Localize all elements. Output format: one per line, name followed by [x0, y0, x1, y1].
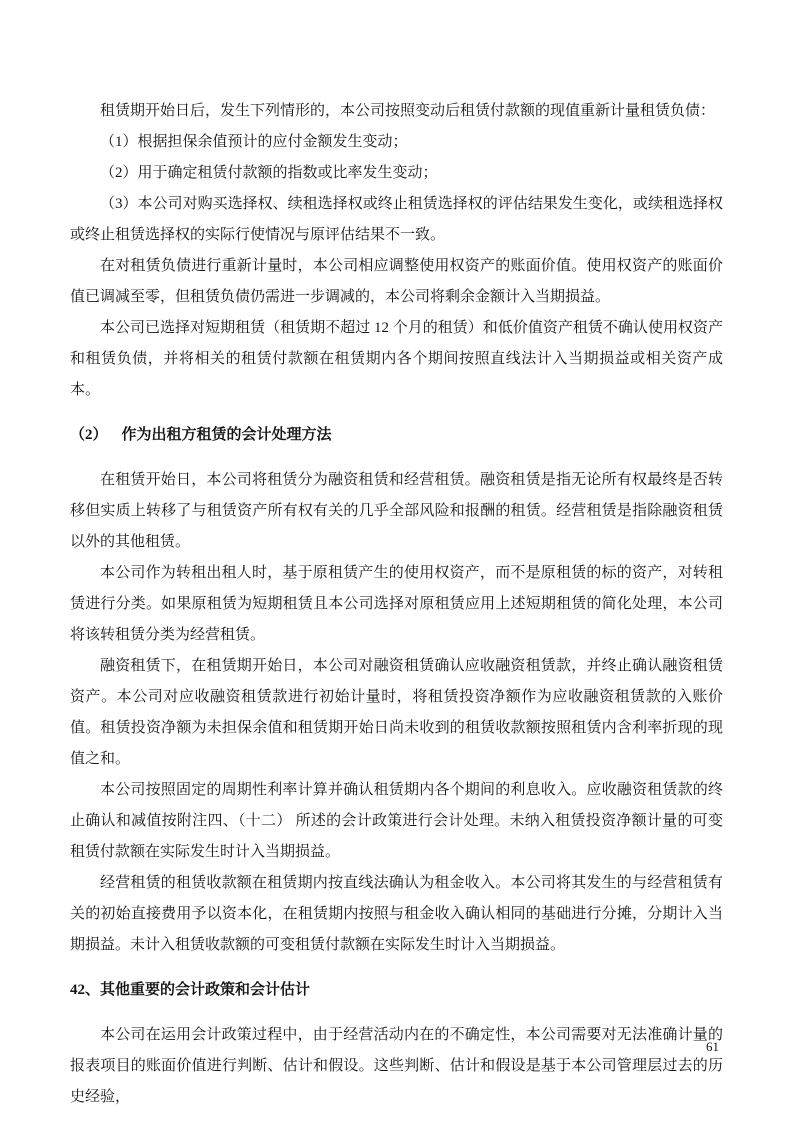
paragraph-remeasurement-intro: 租赁期开始日后，发生下列情形的，本公司按照变动后租赁付款额的现值重新计量租赁负债： [100, 103, 716, 119]
heading-number: 42、 [70, 982, 101, 998]
paragraph-estimates-intro: 本公司在运用会计政策过程中，由于经营活动内在的不确定性，本公司需要对无法准确计量的报表项目的账面价值进行判断、估计和假设。这些判断、估计和假设是基于本公司管理层过去的历史经验， [70, 1027, 723, 1105]
page-number: 61 [706, 1039, 719, 1054]
paragraph-short-term-election: 本公司已选择对短期租赁（租赁期不超过 12 个月的租赁）和低价值资产租赁不确认使用权资产和租赁负债，并将相关的租赁付款额在租赁期内各个期间按照直线法计入当期损益或相关资产成本。 [70, 320, 723, 398]
heading-number: （2） [70, 427, 108, 443]
paragraph-operating-lease-income: 经营租赁的租赁收款额在租赁期内按直线法确认为租金收入。本公司将其发生的与经营租赁有关的初始直接费用予以资本化，在租赁期内按照与租金收入确认相同的基础进行分摊，分期计入当期损益。未计入租赁收款额的可变租赁付款额在实际发生时计入当期损益。 [70, 875, 723, 953]
list-item-3: （3）本公司对购买选择权、续租选择权或终止租赁选择权的评估结果发生变化，或续租选择权或终止租赁选择权的实际行使情况与原评估结果不一致。 [70, 196, 723, 243]
section-heading-lessor-accounting [70, 420, 723, 451]
paragraph-sublease: 本公司作为转租出租人时，基于原租赁产生的使用权资产，而不是原租赁的标的资产，对转租赁进行分类。如果原租赁为短期租赁且本公司选择对原租赁应用上述短期租赁的简化处理，本公司将该转租赁分类为经营租赁。 [70, 565, 723, 643]
list-item-2: （2）用于确定租赁付款额的指数或比率发生变动； [100, 165, 438, 181]
paragraph-finance-lease-initial: 融资租赁下，在租赁期开始日，本公司对融资租赁确认应收融资租赁款，并终止确认融资租赁资产。本公司对应收融资租赁款进行初始计量时，将租赁投资净额作为应收融资租赁款的入账价值。租赁投资净额为未担保余值和租赁期开始日尚未收到的租赁收款额按照租赁内含利率折现的现值之和。 [70, 658, 723, 767]
section-heading-other-policies [70, 975, 723, 1006]
heading-title: 作为出租方租赁的会计处理方法 [121, 427, 332, 443]
paragraph-lease-classification: 在租赁开始日，本公司将租赁分为融资租赁和经营租赁。融资租赁是指无论所有权最终是否转移但实质上转移了与租赁资产所有权有关的几乎全部风险和报酬的租赁。经营租赁是指除融资租赁以外的其他租赁。 [70, 472, 723, 550]
paragraph-interest-income: 本公司按照固定的周期性利率计算并确认租赁期内各个期间的利息收入。应收融资租赁款的终止确认和减值按附注四、（十二） 所述的会计政策进行会计处理。未纳入租赁投资净额计量的可变租赁付款额在实际发生时计入当期损益。 [70, 782, 723, 860]
heading-title: 其他重要的会计政策和会计估计 [100, 982, 311, 998]
list-item-1: （1）根据担保余值预计的应付金额发生变动； [100, 134, 408, 150]
paragraph-remeasurement-adjust: 在对租赁负债进行重新计量时，本公司相应调整使用权资产的账面价值。使用权资产的账面价值已调减至零，但租赁负债仍需进一步调减的，本公司将剩余金额计入当期损益。 [70, 258, 723, 305]
